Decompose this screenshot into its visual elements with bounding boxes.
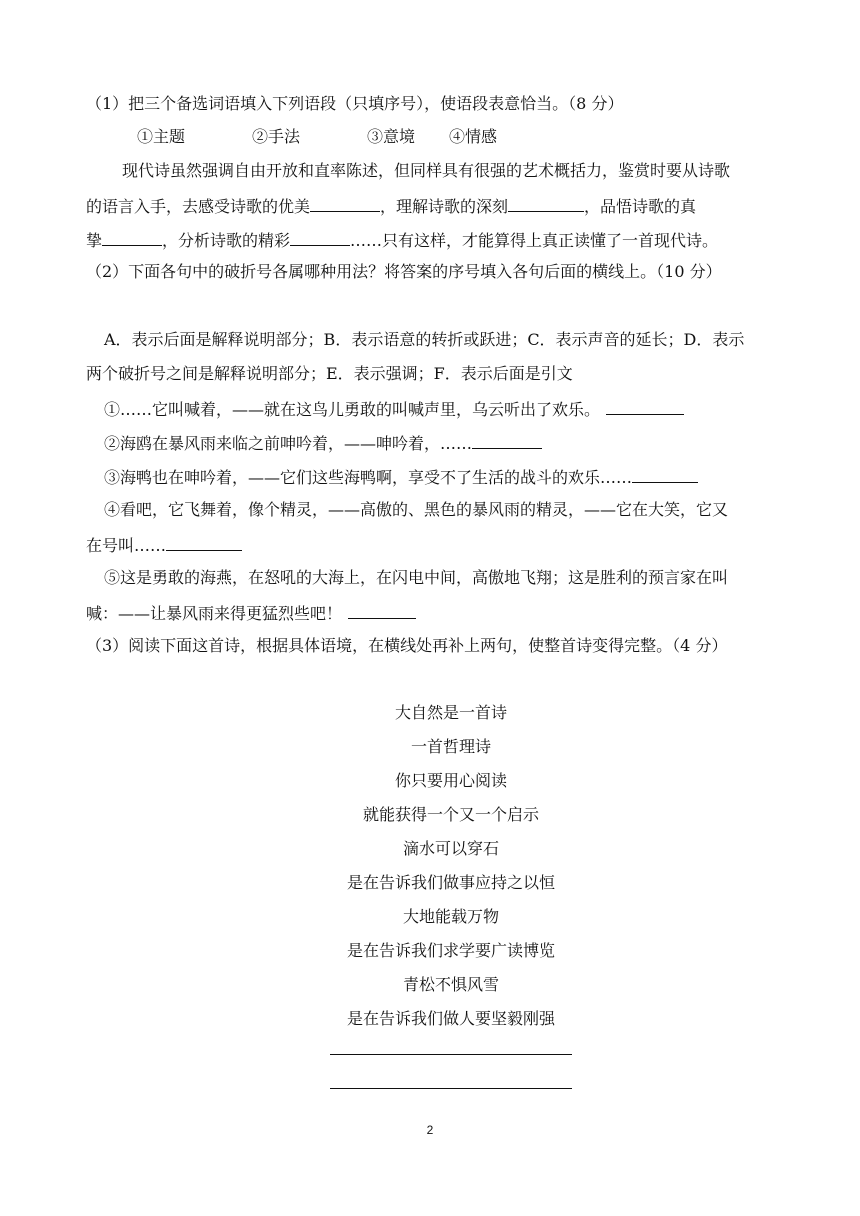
poem-line: 是在告诉我们做人要坚毅刚强 xyxy=(346,1009,555,1028)
q1-option-3: ③意境 xyxy=(367,127,416,146)
q2-sentence-4-line-1: ④看吧，它飞舞着，像个精灵，——高傲的、黑色的暴风雨的精灵，——它在大笑，它又 xyxy=(104,500,729,519)
q1-paragraph-line-3 xyxy=(86,229,718,251)
answer-blank[interactable] xyxy=(166,534,242,551)
sentence-text: 在号叫…… xyxy=(86,536,167,555)
sentence-text: ①……它叫喊着，——就在这鸟儿勇敢的叫喊声里，乌云听出了欢乐。 xyxy=(104,400,601,419)
q2-sentence-4-line-2 xyxy=(86,534,242,556)
poem-answer-blank-2[interactable] xyxy=(330,1088,572,1089)
poem-line: 大自然是一首诗 xyxy=(394,703,507,722)
answer-blank[interactable] xyxy=(632,466,698,483)
poem-line: 一首哲理诗 xyxy=(410,737,491,756)
q2-sentence-5-line-1: ⑤这是勇敢的海燕，在怒吼的大海上，在闪电中间，高傲地飞翔；这是胜利的预言家在叫 xyxy=(104,568,729,587)
answer-blank[interactable] xyxy=(102,229,162,246)
q1-text-segment: ，分析诗歌的精彩 xyxy=(162,231,291,250)
q1-text-segment: ，品悟诗歌的真 xyxy=(584,197,697,216)
poem-line: 大地能载万物 xyxy=(402,907,499,926)
sentence-text: ②海鸥在暴风雨来临之前呻吟着，——呻吟着，…… xyxy=(104,434,473,453)
q1-text-segment: 挚 xyxy=(86,231,103,250)
page-number: 2 xyxy=(426,1123,434,1137)
poem-answer-blank-1[interactable] xyxy=(330,1054,572,1055)
q2-sentence-1 xyxy=(104,398,684,420)
q1-heading: （1）把三个备选词语填入下列语段（只填序号），使语段表意恰当。（8 分） xyxy=(86,94,624,113)
poem-line: 是在告诉我们求学要广读博览 xyxy=(346,941,555,960)
q2-sentence-5-line-2 xyxy=(86,602,416,624)
answer-blank[interactable] xyxy=(508,195,584,212)
q2-legend-line-2: 两个破折号之间是解释说明部分；E．表示强调；F．表示后面是引文 xyxy=(86,364,573,383)
q1-text-segment: ……只有这样，才能算得上真正读懂了一首现代诗。 xyxy=(350,231,719,250)
sentence-text: ③海鸭也在呻吟着，——它们这些海鸭啊，享受不了生活的战斗的欢乐…… xyxy=(104,468,633,487)
q3-heading: （3）阅读下面这首诗，根据具体语境，在横线处再补上两句，使整首诗变得完整。（4 分） xyxy=(86,636,728,655)
answer-blank[interactable] xyxy=(310,195,380,212)
q1-text-segment: ，理解诗歌的深刻 xyxy=(380,197,509,216)
q2-heading: （2）下面各句中的破折号各属哪种用法？将答案的序号填入各句后面的横线上。（10 分） xyxy=(86,262,722,281)
poem-line: 是在告诉我们做事应持之以恒 xyxy=(346,873,555,892)
poem-line: 青松不惧风雪 xyxy=(402,975,499,994)
poem-line: 你只要用心阅读 xyxy=(394,771,507,790)
answer-blank[interactable] xyxy=(472,432,542,449)
answer-blank[interactable] xyxy=(606,398,684,415)
q1-option-2: ②手法 xyxy=(252,127,301,146)
q2-legend-line-1: A．表示后面是解释说明部分；B．表示语意的转折或跃进；C．表示声音的延长；D．表示 xyxy=(104,330,745,349)
answer-blank[interactable] xyxy=(290,229,350,246)
q1-option-4: ④情感 xyxy=(449,127,498,146)
q1-paragraph-line-2 xyxy=(86,195,696,217)
sentence-text: 喊：——让暴风雨来得更猛烈些吧！ xyxy=(86,604,343,623)
poem-line: 滴水可以穿石 xyxy=(402,839,499,858)
q1-text-segment: 的语言入手，去感受诗歌的优美 xyxy=(86,197,311,216)
q1-options xyxy=(137,127,497,147)
q1-paragraph-line-1: 现代诗虽然强调自由开放和直率陈述，但同样具有很强的艺术概括力，鉴赏时要从诗歌 xyxy=(122,161,731,180)
q2-sentence-2 xyxy=(104,432,542,454)
answer-blank[interactable] xyxy=(348,602,416,619)
q1-option-1: ①主题 xyxy=(137,127,186,146)
q2-sentence-3 xyxy=(104,466,698,488)
poem-line: 就能获得一个又一个启示 xyxy=(362,805,539,824)
